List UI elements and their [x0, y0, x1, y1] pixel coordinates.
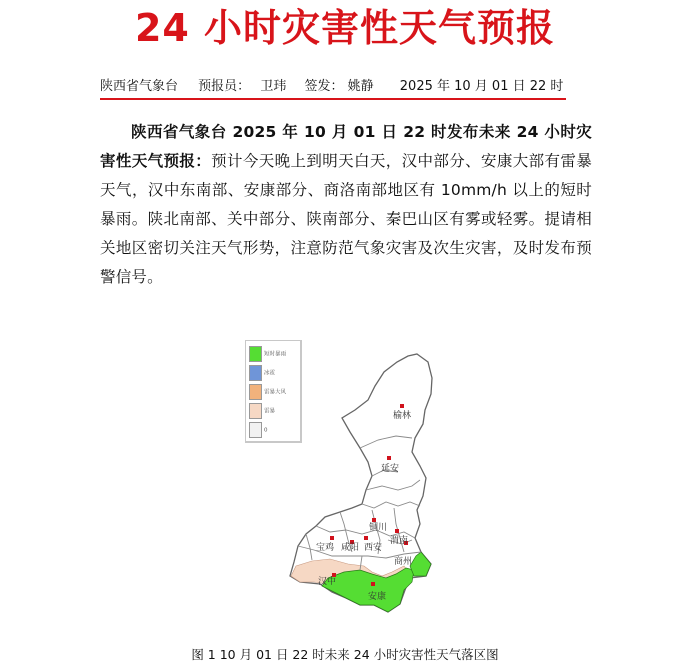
city-marker	[372, 518, 376, 522]
forecast-lead: 陕西省气象台 2025 年 10 月 01 日 22 时发布未来 24 小时灾害性天气预报：	[100, 123, 592, 170]
page-title: 24 小时灾害性天气预报	[134, 6, 556, 50]
city-label-hanzhong: 汉中	[318, 577, 337, 587]
header-org: 陕西省气象台	[100, 79, 179, 94]
city-label-yulin: 榆林	[393, 411, 412, 421]
city-label-xian: 西安	[364, 543, 383, 553]
header-datetime: 2025 年 10 月 01 日 22 时	[399, 79, 564, 94]
city-label-yanan: 延安	[381, 464, 400, 474]
city-label-xianyang: 咸阳	[341, 543, 360, 553]
figure-caption: 图 1 10 月 01 日 22 时未来 24 小时灾害性天气落区图	[191, 647, 499, 662]
legend-label: 0	[264, 427, 268, 434]
legend-label: 冰雹	[264, 370, 276, 377]
legend-label: 短时暴雨	[264, 351, 287, 358]
city-label-shangluo: 商州	[394, 557, 413, 567]
legend-label: 雷暴	[264, 408, 276, 415]
city-marker	[400, 404, 404, 408]
city-label-baoji: 宝鸡	[316, 543, 335, 553]
legend-label: 雷暴大风	[264, 389, 287, 396]
city-marker	[371, 582, 375, 586]
city-label-tongchuan: 铜川	[369, 523, 388, 533]
city-marker	[364, 536, 368, 540]
forecast-text: 预计今天晚上到明天白天，汉中部分、安康大部有雷暴天气，汉中东南部、安康部分、商洛南部地区有 10mm/h 以上的短时暴雨。陕北南部、关中部分、陕南部分、秦巴山区有雾或轻雾。提请相关地区密切关注天气形势，注意防范气象灾害及次生灾害，及时发布预警信号。	[100, 152, 592, 286]
city-marker	[330, 536, 334, 540]
city-marker	[387, 456, 391, 460]
city-label-weinan: 渭南	[390, 536, 409, 546]
header-issuer-label: 签发：	[304, 79, 344, 94]
header-issuer: 姚静	[347, 79, 374, 94]
city-label-ankang: 安康	[368, 592, 387, 602]
header-forecaster-label: 预报员：	[198, 79, 251, 94]
city-marker	[395, 529, 399, 533]
header-forecaster: 卫玮	[260, 79, 287, 94]
